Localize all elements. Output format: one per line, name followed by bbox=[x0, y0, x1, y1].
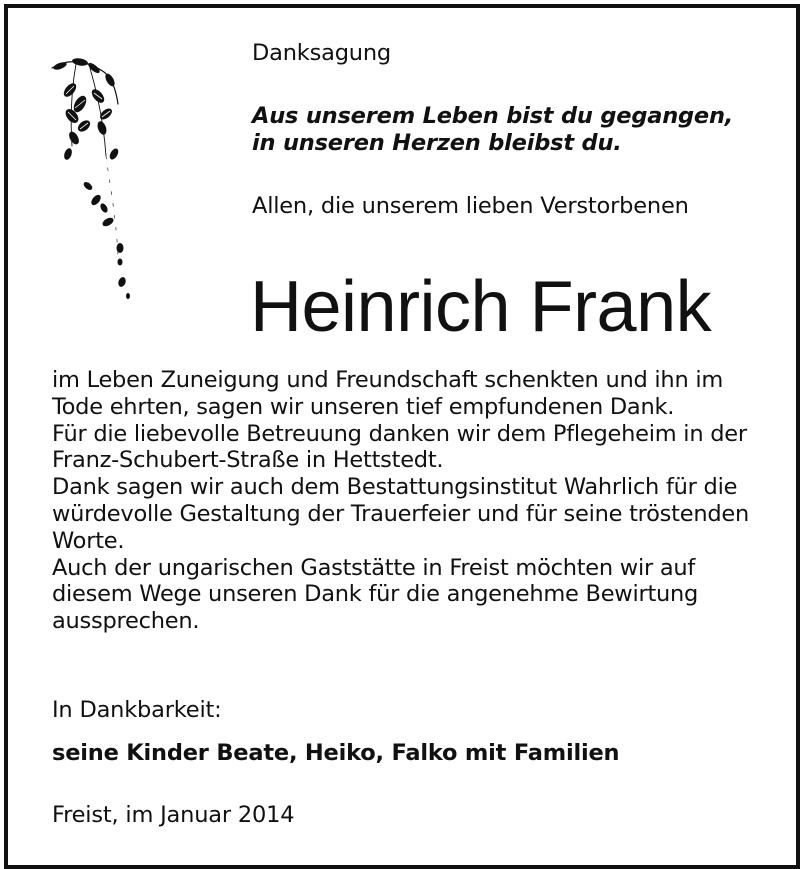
body-line: im Leben Zuneigung und Freundschaft schenkten und ihn im bbox=[52, 367, 724, 393]
hanging-leaves-branch-icon bbox=[46, 56, 146, 312]
thanks-label: In Dankbarkeit: bbox=[52, 697, 222, 723]
body-line: diesem Wege unseren Dank für die angenehme Bewirtung bbox=[52, 581, 699, 608]
body-line: würdevolle Gestaltung der Trauerfeier und für seine tröstenden bbox=[52, 500, 749, 527]
deceased-name: Heinrich Frank bbox=[250, 267, 712, 347]
body-line: Für die liebevolle Betreuung danken wir dem Pflegeheim in der bbox=[52, 420, 747, 447]
motto-line: in unseren Herzen bleibst du. bbox=[252, 130, 622, 156]
body-line: aussprechen. bbox=[52, 608, 200, 635]
intro-line: Allen, die unserem lieben Verstorbenen bbox=[252, 193, 689, 219]
body-line: Auch der ungarischen Gaststätte in Freist möchten wir auf bbox=[52, 554, 696, 581]
body-line: Tode ehrten, sagen wir unseren tief empfundenen Dank. bbox=[52, 393, 675, 420]
signatories: seine Kinder Beate, Heiko, Falko mit Familien bbox=[52, 740, 620, 766]
body-line: Dank sagen wir auch dem Bestattungsinstitut Wahrlich für die bbox=[52, 474, 738, 501]
body-line: Franz-Schubert-Straße in Hettstedt. bbox=[52, 447, 444, 474]
notice-heading: Danksagung bbox=[252, 40, 391, 66]
memorial-motto bbox=[252, 103, 733, 157]
motto-line: Aus unserem Leben bist du gegangen, bbox=[252, 103, 734, 129]
body-line: Worte. bbox=[52, 527, 125, 554]
place-date: Freist, im Januar 2014 bbox=[52, 802, 295, 828]
thank-you-body bbox=[52, 367, 776, 635]
